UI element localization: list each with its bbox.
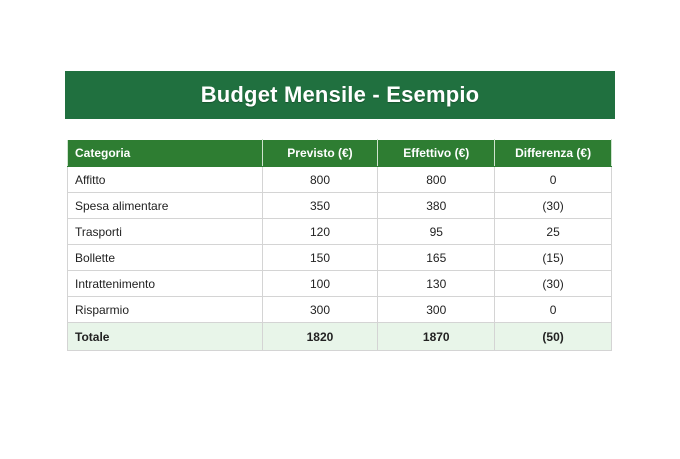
cell-differenza: 25: [495, 219, 612, 245]
cell-differenza: (30): [495, 193, 612, 219]
cell-previsto: 100: [262, 271, 378, 297]
total-row: [68, 323, 612, 351]
cell-effettivo: 130: [378, 271, 495, 297]
column-header-categoria: Categoria: [68, 140, 263, 167]
table-row: [68, 297, 612, 323]
column-header-effettivo: Effettivo (€): [378, 140, 495, 167]
cell-effettivo: 800: [378, 167, 495, 193]
total-label: Totale: [68, 323, 263, 351]
cell-previsto: 120: [262, 219, 378, 245]
cell-previsto: 800: [262, 167, 378, 193]
column-header-previsto: Previsto (€): [262, 140, 378, 167]
cell-categoria: Affitto: [68, 167, 263, 193]
table-row: [68, 271, 612, 297]
cell-categoria: Spesa alimentare: [68, 193, 263, 219]
cell-effettivo: 165: [378, 245, 495, 271]
total-differenza: (50): [495, 323, 612, 351]
table-row: [68, 167, 612, 193]
column-header-differenza: Differenza (€): [495, 140, 612, 167]
cell-effettivo: 380: [378, 193, 495, 219]
page-title: Budget Mensile - Esempio: [200, 82, 480, 107]
cell-effettivo: 95: [378, 219, 495, 245]
table-row: [68, 219, 612, 245]
title-banner: [65, 71, 615, 119]
cell-differenza: (30): [495, 271, 612, 297]
cell-categoria: Trasporti: [68, 219, 263, 245]
cell-effettivo: 300: [378, 297, 495, 323]
cell-previsto: 300: [262, 297, 378, 323]
table-header-row: [68, 140, 612, 167]
cell-previsto: 150: [262, 245, 378, 271]
cell-differenza: 0: [495, 167, 612, 193]
table-row: [68, 193, 612, 219]
total-previsto: 1820: [262, 323, 378, 351]
table-row: [68, 245, 612, 271]
cell-previsto: 350: [262, 193, 378, 219]
budget-table: [67, 139, 612, 351]
cell-categoria: Intrattenimento: [68, 271, 263, 297]
cell-categoria: Risparmio: [68, 297, 263, 323]
cell-categoria: Bollette: [68, 245, 263, 271]
total-effettivo: 1870: [378, 323, 495, 351]
cell-differenza: (15): [495, 245, 612, 271]
cell-differenza: 0: [495, 297, 612, 323]
